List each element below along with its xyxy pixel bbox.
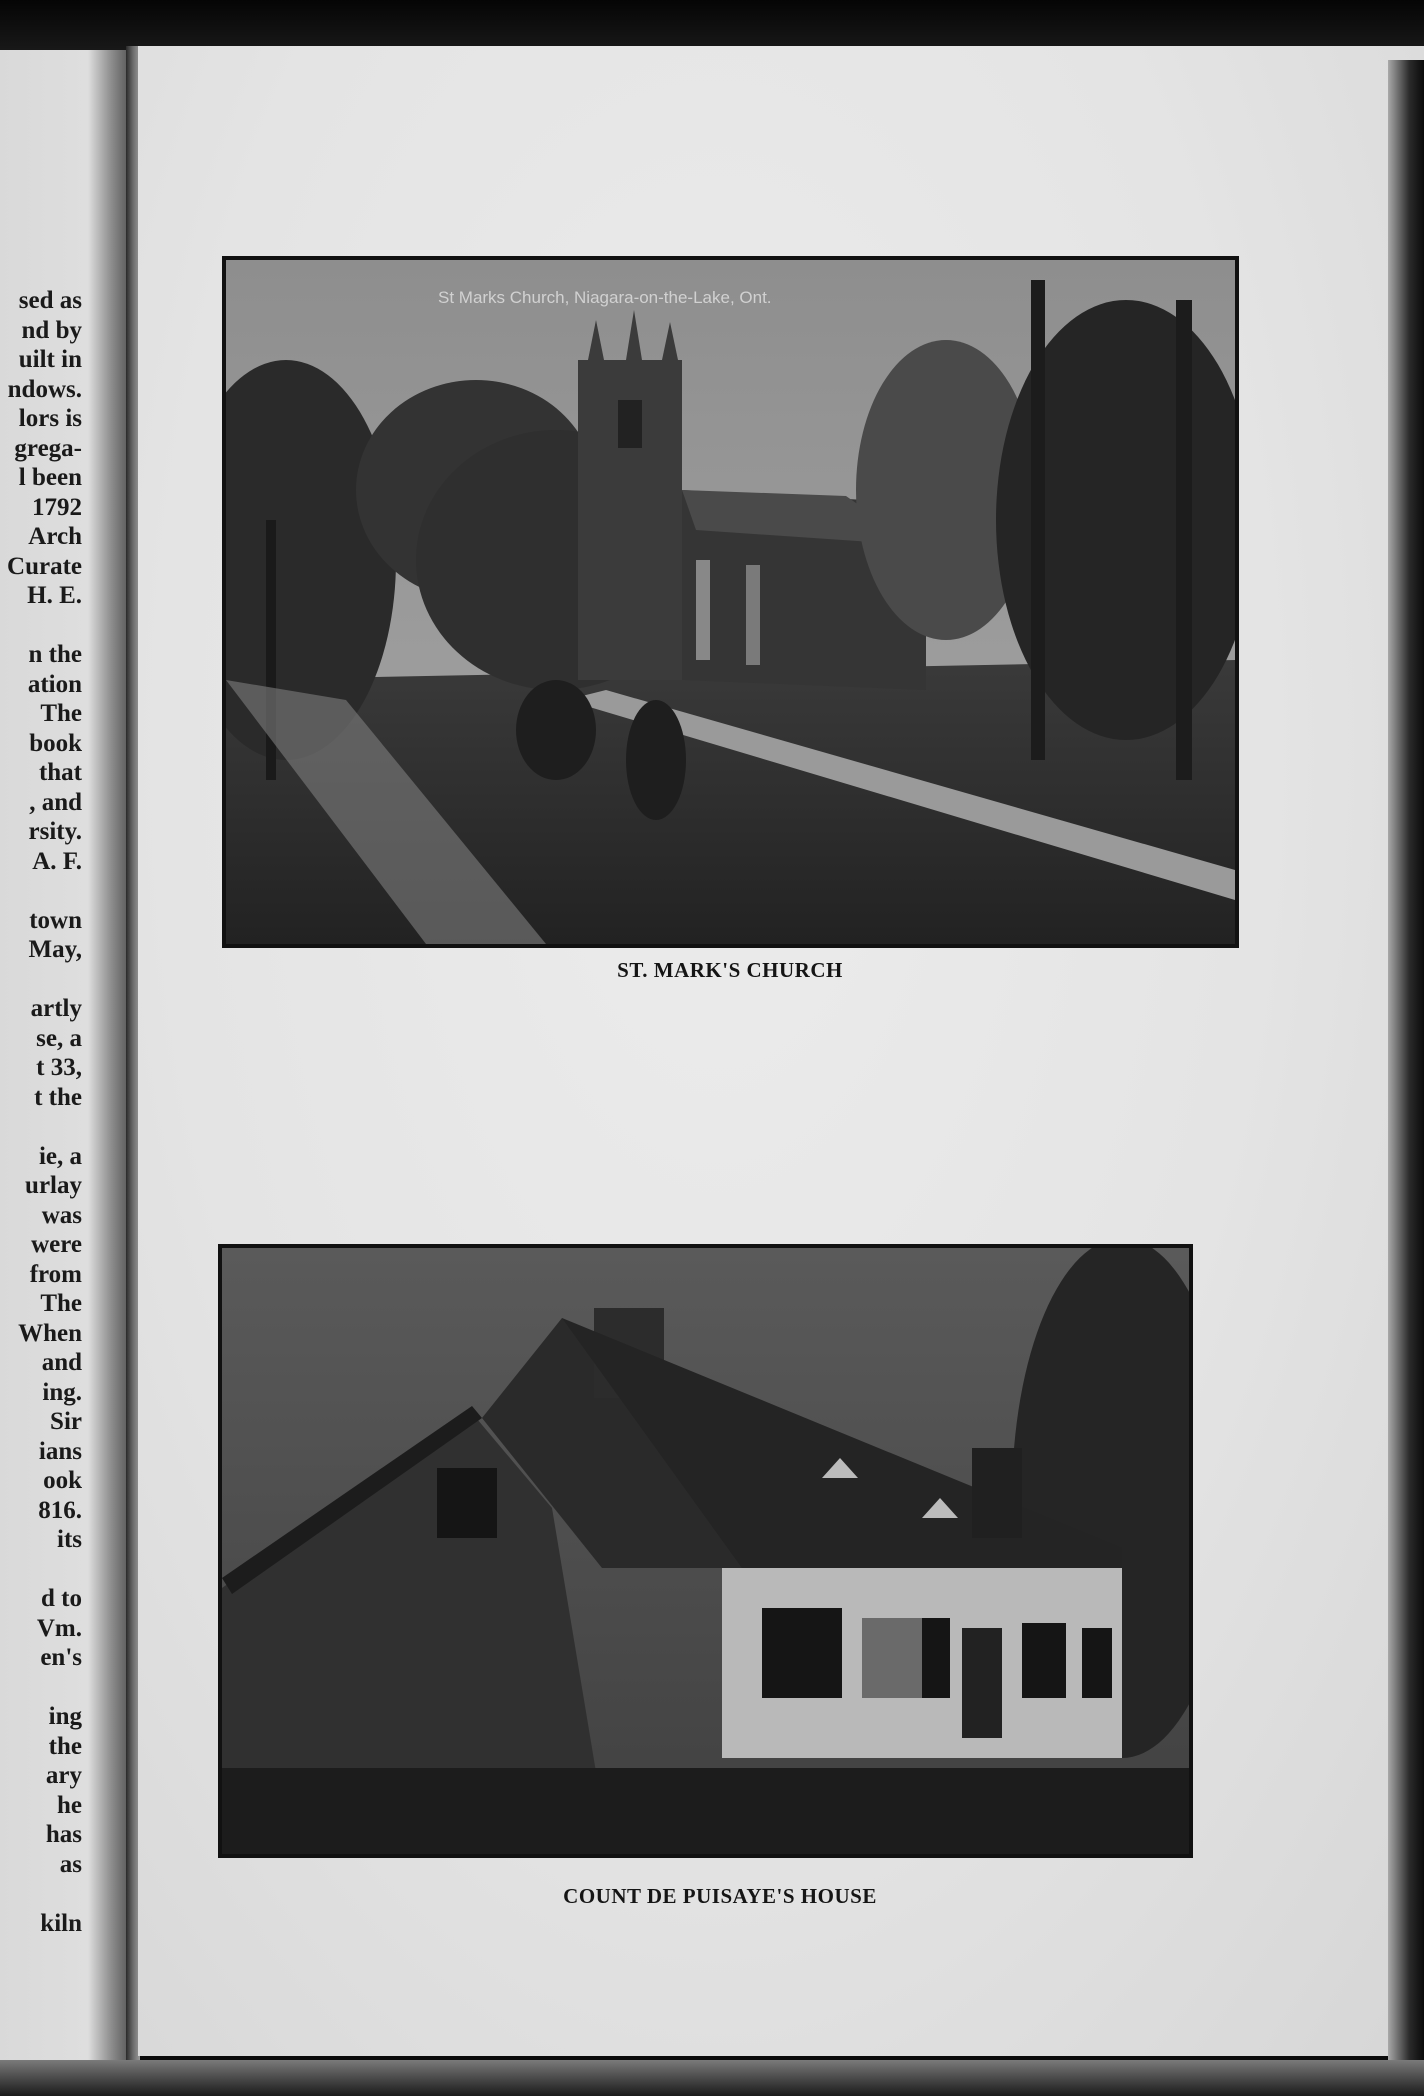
left-page-text: sed as nd by uilt in ndows. lors is grega- l been 1792 Arch Curate H. E. n the ation The book that , and rsity. A. F. town May, artly se, a t 33, t the ie, a urlay was were from The When and ing. Sir ians ook 816. its d to Vm. en's ing the ary he has as kiln: [7, 287, 82, 1937]
st-marks-church-caption: ST. MARK'S CHURCH: [617, 958, 843, 982]
film-frame-right: [1388, 60, 1424, 2096]
count-de-puisaye-house-photo: [218, 1244, 1193, 1858]
photo-inscription: St Marks Church, Niagara-on-the-Lake, Ont.: [438, 288, 772, 307]
film-frame-bottom: [0, 2060, 1424, 2096]
left-page: [0, 50, 128, 2096]
st-marks-church-photo: [222, 256, 1239, 948]
page-fold-shadow: [88, 50, 128, 2096]
count-de-puisaye-house-caption: COUNT DE PUISAYE'S HOUSE: [563, 1884, 877, 1908]
